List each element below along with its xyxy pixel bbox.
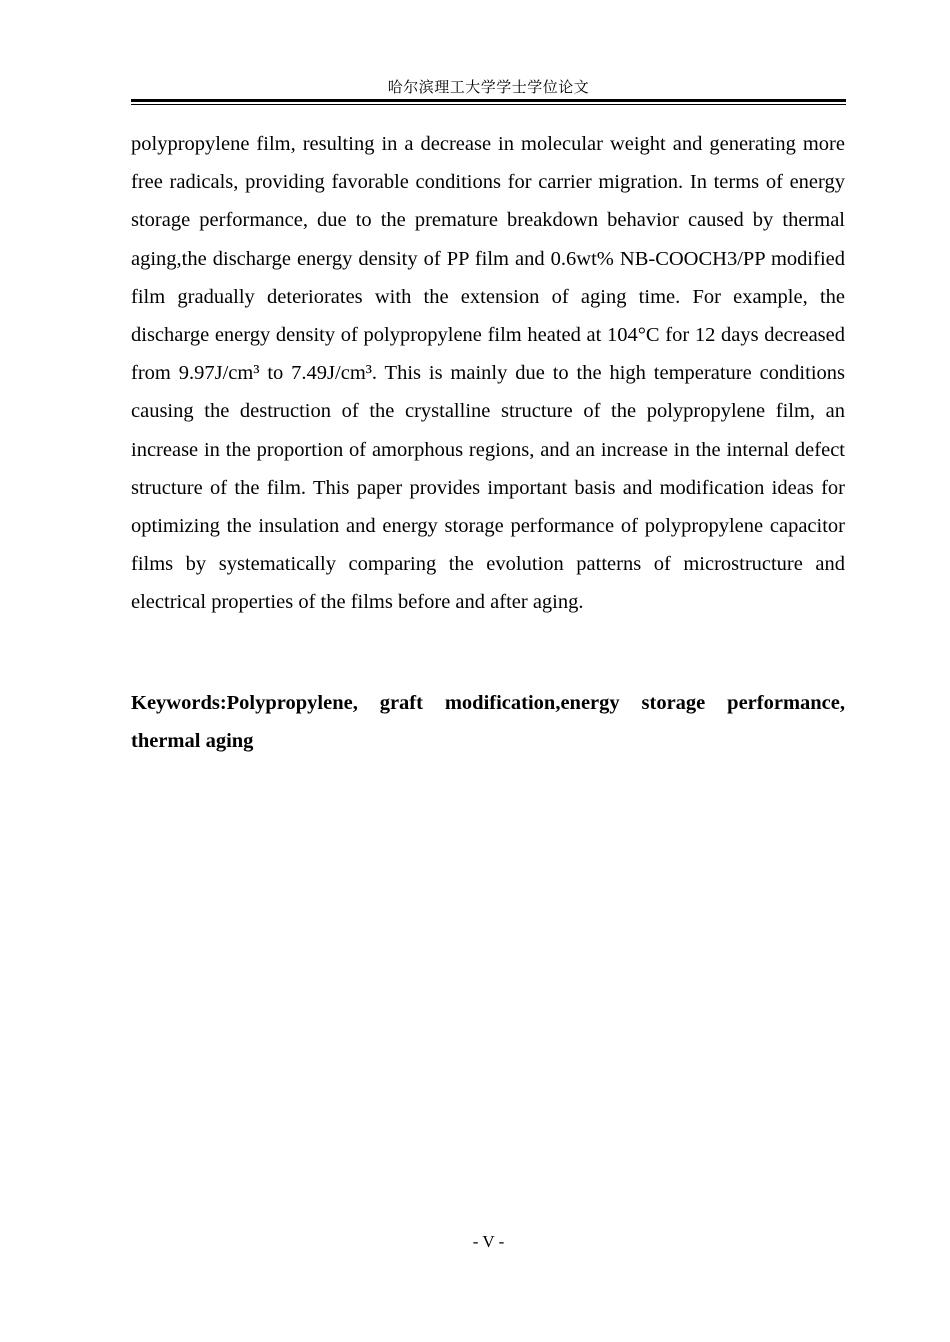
- abstract-paragraph: polypropylene film, resulting in a decrease in molecular weight and generating more free radicals, providing favorable conditions for carrier migration. In terms of energy storage performance, due to the premature breakdown behavior caused by thermal aging,the discharge energy density of PP film and 0.6wt% NB-COOCH3/PP modified film gradually deteriorates with the extension of aging time. For example, the discharge energy density of polypropylene film heated at 104°C for 12 days decreased from 9.97J/cm³ to 7.49J/cm³. This is mainly due to the high temperature conditions causing the destruction of the crystalline structure of the polypropylene film, an increase in the proportion of amorphous regions, and an increase in the internal defect structure of the film. This paper provides important basis and modification ideas for optimizing the insulation and energy storage performance of polypropylene capacitor films by systematically comparing the evolution patterns of microstructure and electrical properties of the films before and after aging.: [131, 133, 845, 614]
- page-header-title: 哈尔滨理工大学学士学位论文: [387, 80, 590, 96]
- header-rule-thin: [131, 104, 846, 105]
- page-number: - V -: [472, 1232, 505, 1251]
- header-double-rule: [131, 99, 846, 105]
- header-rule-thick: [131, 99, 846, 102]
- keywords-line: Keywords:Polypropylene, graft modification,energy storage performance, thermal aging: [131, 692, 845, 753]
